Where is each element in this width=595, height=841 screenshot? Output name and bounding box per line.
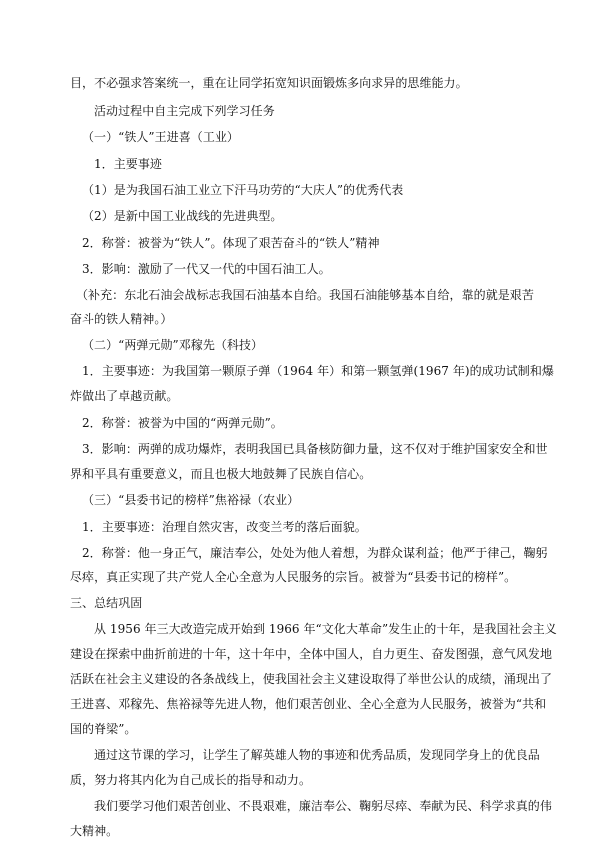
text-line: 我们要学习他们艰苦创业、不畏艰难，廉洁奉公、鞠躬尽瘁、奉献为民、科学求真的伟 xyxy=(94,799,552,813)
text-line: 3．影响：激励了一代又一代的中国石油工人。 xyxy=(82,262,331,276)
text-line: 尽瘁，真正实现了共产党人全心全意为人民服务的宗旨。被誉为“县委书记的榜样”。 xyxy=(70,570,517,584)
text-line: 从 1956 年三大改造完成开始到 1966 年“文化大革命”发生止的十年，是我国社会主义 xyxy=(94,622,557,636)
text-line: （1）是为我国石油工业立下汗马功劳的“大庆人”的优秀代表 xyxy=(82,183,404,197)
text-line: 质，努力将其内化为自己成长的指导和动力。 xyxy=(70,773,312,787)
text-line: 1．主要事迹：治理自然灾害，改变兰考的落后面貌。 xyxy=(82,520,367,534)
text-line: 活动过程中自主完成下列学习任务 xyxy=(94,104,275,118)
text-line: 通过这节课的学习，让学生了解英雄人物的事迹和优秀品质，发现同学身上的优良品 xyxy=(94,748,540,762)
text-line: 2．称誉：被誉为中国的“两弹元勋”。 xyxy=(82,416,283,430)
text-line: 2．称誉：他一身正气，廉洁奉公，处处为他人着想，为群众谋利益；他严于律己，鞠躬 xyxy=(82,546,548,560)
text-line: 建设在探索中曲折前进的十年，这十年中，全体中国人，自力更生、奋发图强，意气风发地 xyxy=(70,647,553,661)
text-line: 国的脊梁”。 xyxy=(70,722,137,736)
text-line: 大精神。 xyxy=(70,824,119,838)
section-heading: （二）“两弹元勋”邓稼先（科技） xyxy=(82,338,264,352)
text-line: 1．主要事迹：为我国第一颗原子弹（1964 年）和第一颗氢弹(1967 年)的成功试制和爆 xyxy=(82,364,554,378)
text-line: （补充：东北石油会战标志我国石油基本自给。我国石油能够基本自给，靠的就是艰苦 xyxy=(76,288,534,302)
text-line: 3．影响：两弹的成功爆炸，表明我国已具备核防御力量，这不仅对于维护国家安全和世 xyxy=(82,442,548,456)
text-line: 炸做出了卓越贡献。 xyxy=(70,389,179,403)
text-line: 1．主要事迹 xyxy=(94,157,162,171)
section-heading: 三、总结巩固 xyxy=(70,596,143,610)
text-line: （2）是新中国工业战线的先进典型。 xyxy=(82,209,283,223)
text-line: 2．称誉：被誉为“铁人”。体现了艰苦奋斗的“铁人”精神 xyxy=(82,236,380,250)
section-heading: （三）“县委书记的榜样”焦裕禄（农业） xyxy=(82,493,300,507)
text-line: 奋斗的铁人精神。） xyxy=(70,312,173,326)
text-line: 王进喜、邓稼先、焦裕禄等先进人物，他们艰苦创业、全心全意为人民服务，被誉为“共和 xyxy=(70,697,547,711)
section-heading: （一）“铁人”王进喜（工业） xyxy=(82,130,239,144)
text-line: 界和平具有重要意义，而且也极大地鼓舞了民族自信心。 xyxy=(70,467,372,481)
text-line: 目，不必强求答案统一，重在让同学拓宽知识面锻炼多向求异的思维能力。 xyxy=(70,76,468,90)
text-line: 活跃在社会主义建设的各条战线上，使我国社会主义建设取得了举世公认的成绩，涌现出了 xyxy=(70,672,553,686)
